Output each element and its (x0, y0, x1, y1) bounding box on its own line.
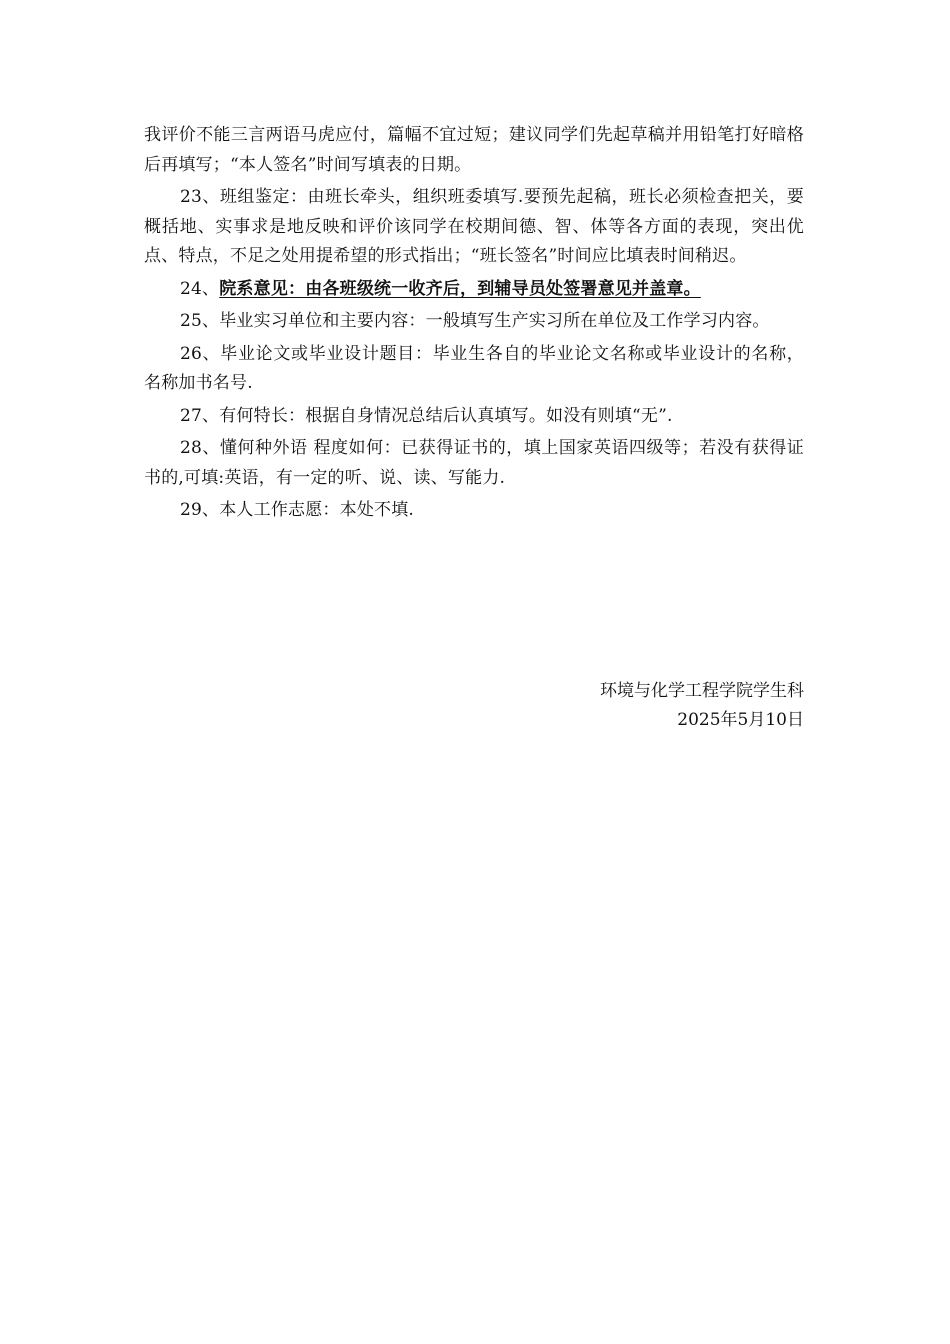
paragraph-29-work-preference: 29、本人工作志愿：本处不填. (180, 500, 415, 520)
paragraph-28-foreign-language: 28、懂何种外语 程度如何：已获得证书的，填上国家英语四级等；若没有获得证书的,可填:英语，有一定的听、说、读、写能力. (144, 438, 804, 488)
paragraph-24-number: 24、 (180, 278, 220, 299)
paragraph-23-class-evaluation: 23、班组鉴定：由班长牵头，组织班委填写.要预先起稿，班长必须检查把关，要概括地、实事求是地反映和评价该同学在校期间德、智、体等各方面的表现，突出优点、特点，不足之处用提希望的形式指出；“班长签名”时间应比填表时间稍迟。 (144, 187, 804, 266)
signature-block (600, 677, 804, 735)
paragraph-22-continued: 我评价不能三言两语马虎应付，篇幅不宜过短；建议同学们先起草稿并用铅笔打好暗格后再填写；“本人签名”时间写填表的日期。 (144, 125, 804, 175)
paragraph-24-emphasis-text: 院系意见：由各班级统一收齐后，到辅导员处签署意见并盖章。 (219, 278, 701, 299)
paragraph-24-department-opinion (144, 275, 804, 305)
paragraph-25-internship: 25、毕业实习单位和主要内容：一般填写生产实习所在单位及工作学习内容。 (180, 311, 770, 331)
signature-date: 2025年5月10日 (677, 710, 804, 730)
paragraph-26-thesis-title: 26、毕业论文或毕业设计题目：毕业生各自的毕业论文名称或毕业设计的名称，名称加书名号. (144, 343, 804, 393)
paragraph-27-special-skills: 27、有何特长：根据自身情况总结后认真填写。如没有则填“无”. (180, 405, 673, 426)
signature-department: 环境与化学工程学院学生科 (600, 681, 804, 701)
document-body (144, 121, 804, 529)
